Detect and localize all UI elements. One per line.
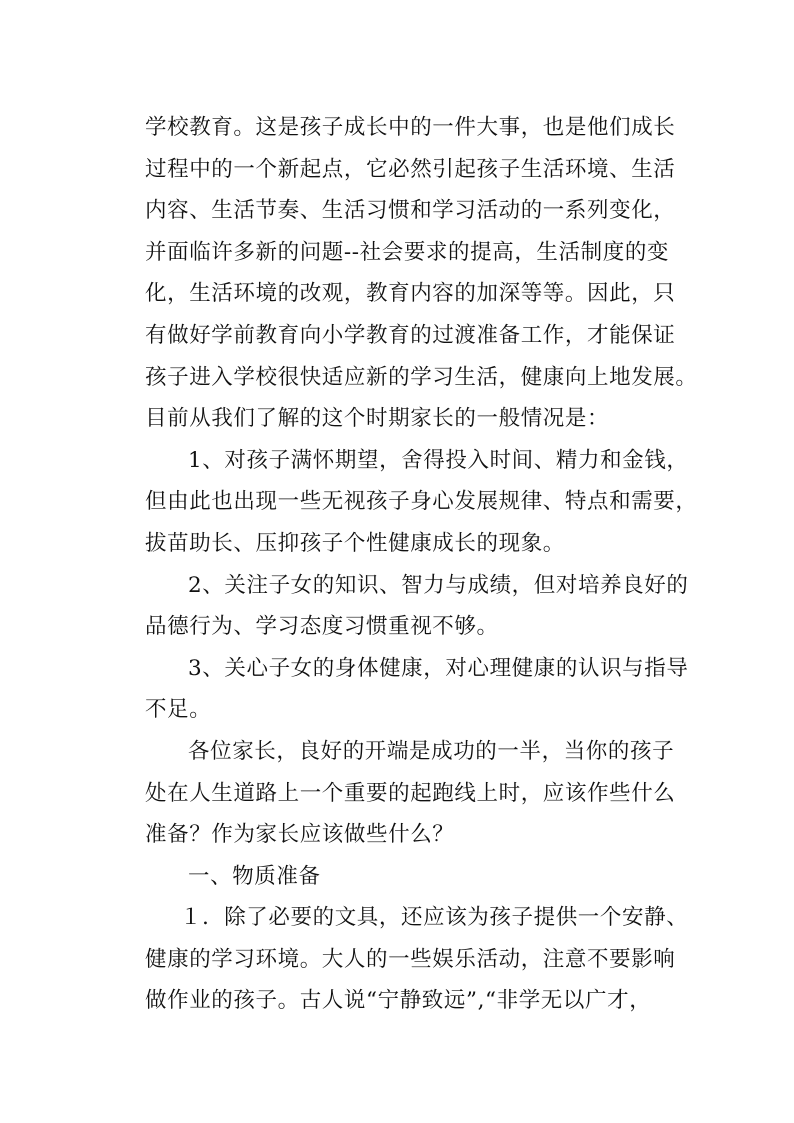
text-line: 1、对孩子满怀期望，舍得投入时间、精力和金钱，	[188, 447, 689, 473]
document-body	[145, 107, 698, 1022]
text-line: 品德行为、学习态度习惯重视不够。	[145, 614, 499, 640]
text-line: 孩子进入学校很快适应新的学习生活，健康向上地发展。	[145, 364, 698, 390]
text-line: 做作业的孩子。古人说“宁静致远”,“非学无以广才，	[145, 988, 652, 1014]
text-line: 学校教育。这是孩子成长中的一件大事，也是他们成长	[145, 115, 676, 140]
text-line: 准备？作为家长应该做些什么？	[145, 822, 455, 848]
text-line: 3、关心子女的身体健康，对心理健康的认识与指导	[188, 655, 689, 681]
section-heading: 一、物质准备	[188, 863, 321, 889]
text-line: 不足。	[145, 697, 212, 723]
text-line: １．除了必要的文具，还应该为孩子提供一个安静、	[180, 905, 689, 931]
text-line: 有做好学前教育向小学教育的过渡准备工作，才能保证	[145, 322, 676, 348]
text-line: 拔苗助长、压抑孩子个性健康成长的现象。	[145, 530, 565, 556]
text-line: 化，生活环境的改观，教育内容的加深等等。因此，只	[145, 281, 676, 307]
text-line: 处在人生道路上一个重要的起跑线上时，应该作些什么	[145, 780, 676, 806]
text-line: 健康的学习环境。大人的一些娱乐活动，注意不要影响	[145, 946, 676, 972]
text-line: 但由此也出现一些无视孩子身心发展规律、特点和需要，	[145, 489, 698, 515]
text-line: 内容、生活节奏、生活习惯和学习活动的一系列变化，	[145, 198, 676, 224]
text-line: 并面临许多新的问题--社会要求的提高，生活制度的变	[145, 239, 670, 265]
text-line: 2、关注子女的知识、智力与成绩，但对培养良好的	[188, 572, 689, 598]
text-line: 目前从我们了解的这个时期家长的一般情况是：	[145, 406, 610, 432]
text-line: 过程中的一个新起点，它必然引起孩子生活环境、生活	[145, 156, 676, 182]
text-line: 各位家长，良好的开端是成功的一半，当你的孩子	[188, 738, 675, 764]
